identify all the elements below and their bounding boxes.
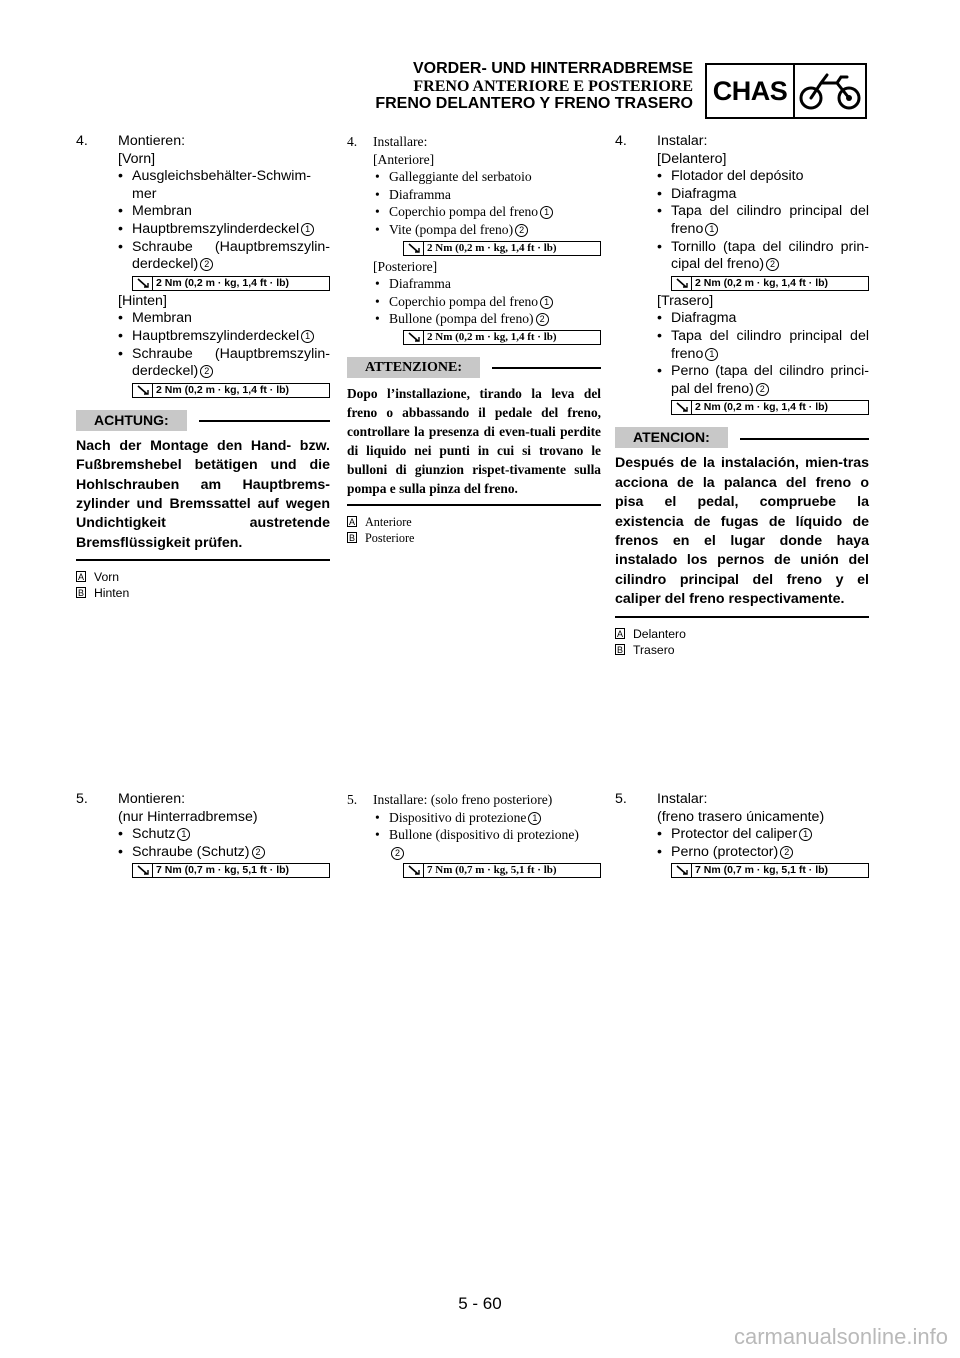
motorcycle-icon xyxy=(795,65,865,117)
torque-spec xyxy=(671,863,869,878)
list-item: • Dispositivo di protezione 1 xyxy=(375,809,601,827)
step-heading xyxy=(76,133,330,151)
callout-2: 2 xyxy=(252,846,265,859)
header-title-es: FRENO DELANTERO Y FRENO TRASERO xyxy=(375,95,693,112)
legend-b: Trasero xyxy=(633,642,675,657)
column-de-step5 xyxy=(76,791,330,880)
step-heading xyxy=(615,133,869,151)
header-title-de: VORDER- UND HINTERRADBREMSE xyxy=(412,60,693,77)
rear-label: [Posteriore] xyxy=(373,258,438,274)
step-number: 4. xyxy=(615,133,627,149)
callout-1: 1 xyxy=(540,296,553,309)
step-number: 4. xyxy=(76,133,88,149)
step-title: Installare: (solo freno posteriore) xyxy=(373,792,553,807)
torque-spec xyxy=(671,400,869,415)
callout-2: 2 xyxy=(766,258,779,271)
torque-value: 2 Nm (0,2 m · kg, 1,4 ft · lb) xyxy=(156,383,290,396)
callout-2: 2 xyxy=(515,224,528,237)
callout-2: 2 xyxy=(391,847,404,860)
caution-label: ATTENZIONE: xyxy=(347,357,480,378)
step-title: Installare: xyxy=(373,134,428,149)
list-item: • Diaframma xyxy=(375,276,451,292)
list-item: • Protector del caliper 1 xyxy=(657,826,869,844)
wrench-icon xyxy=(404,242,424,255)
rear-label: [Trasero] xyxy=(657,292,714,309)
legend-b: Hinten xyxy=(94,586,130,601)
callout-1: 1 xyxy=(540,206,553,219)
list-item: • Diafragma xyxy=(657,185,737,202)
caution-label: ACHTUNG: xyxy=(76,410,187,431)
list-item: • Membran xyxy=(118,310,192,327)
list-item: • Schraube (Schutz) 2 xyxy=(118,844,330,862)
torque-value: 7 Nm (0,7 m · kg, 5,1 ft · lb) xyxy=(427,864,557,877)
callout-2: 2 xyxy=(200,365,213,378)
list-item: • Hauptbremszylinderdeckel 1 xyxy=(118,328,330,346)
legend-a: Delantero xyxy=(633,626,686,641)
list-item: • Galleggiante del serbatoio xyxy=(375,169,532,185)
callout-1: 1 xyxy=(301,330,314,343)
callout-2: 2 xyxy=(536,313,549,326)
caution-box xyxy=(347,357,601,506)
callout-1: 1 xyxy=(301,223,314,236)
callout-2: 2 xyxy=(200,258,213,271)
rear-label: [Hinten] xyxy=(118,292,167,309)
callout-2: 2 xyxy=(780,846,793,859)
step-subtitle: (nur Hinterradbremse) xyxy=(118,808,258,825)
front-label: [Anteriore] xyxy=(373,151,435,167)
list-item: • Perno (protector) 2 xyxy=(657,844,869,862)
torque-spec xyxy=(403,863,601,878)
list-item: • Flotador del depósito xyxy=(657,168,804,185)
torque-spec xyxy=(132,863,330,878)
torque-value: 2 Nm (0,2 m · kg, 1,4 ft · lb) xyxy=(695,276,829,289)
step-number: 5. xyxy=(615,791,627,807)
list-item: • Tornillo (tapa del cilindro prin-cipal del freno) 2 xyxy=(657,238,869,273)
list-item: • Bullone (pompa del freno) 2 xyxy=(375,310,601,328)
front-label: [Vorn] xyxy=(118,150,156,167)
step-number: 5. xyxy=(76,791,88,807)
callout-2: 2 xyxy=(756,383,769,396)
wrench-icon xyxy=(672,401,692,414)
wrench-icon xyxy=(133,864,153,877)
caution-label: ATENCION: xyxy=(615,427,728,448)
wrench-icon xyxy=(672,277,692,290)
column-es-step5 xyxy=(615,791,869,880)
list-item: • Diafragma xyxy=(657,310,737,327)
list-item: • Tapa del cilindro principal del freno 1 xyxy=(657,327,869,362)
torque-value: 2 Nm (0,2 m · kg, 1,4 ft · lb) xyxy=(695,401,829,414)
list-item: • Ausgleichsbehälter-Schwim-mer xyxy=(118,168,311,202)
section-label: CHAS xyxy=(707,65,795,117)
torque-spec xyxy=(671,276,869,291)
caution-text: Después de la instalación, mien-tras acciona de la palanca del freno o pisa el pedal, compruebe la existencia de fugas de líquido de frenos en el lugar donde haya instalado los pernos de unión del cilindro principal del freno y el caliper del freno respectivamente. xyxy=(615,454,869,617)
step-title: Instalar: xyxy=(657,133,708,149)
torque-value: 2 Nm (0,2 m · kg, 1,4 ft · lb) xyxy=(427,241,557,254)
torque-value: 2 Nm (0,2 m · kg, 1,4 ft · lb) xyxy=(427,330,557,343)
wrench-icon xyxy=(672,864,692,877)
header-title-it: FRENO ANTERIORE E POSTERIORE xyxy=(413,78,693,95)
page-number: 5 - 60 xyxy=(458,1294,502,1313)
list-item: • Membran xyxy=(118,203,192,220)
list-item: • Tapa del cilindro principal del freno 1 xyxy=(657,203,869,237)
step-heading xyxy=(615,791,869,809)
caution-box xyxy=(615,427,869,617)
section-badge xyxy=(705,63,867,119)
list-item: • Perno (tapa del cilindro princi-pal del freno) 2 xyxy=(657,363,869,397)
column-it-step5 xyxy=(347,791,601,880)
legend: A Vorn B Hinten xyxy=(77,570,130,601)
torque-value: 2 Nm (0,2 m · kg, 1,4 ft · lb) xyxy=(156,276,290,289)
list-item: • Schraube (Hauptbremszylin-derdeckel) 2 xyxy=(118,345,330,380)
step-number: 5. xyxy=(347,792,358,807)
list-item: • Diaframma xyxy=(375,186,451,202)
front-label: [Delantero] xyxy=(657,150,727,167)
callout-1: 1 xyxy=(177,828,190,841)
list-item: • Schutz 1 xyxy=(118,826,330,844)
wrench-icon xyxy=(404,864,424,877)
caution-text: Dopo l’installazione, tirando la leva del freno o abbassando il pedale del freno, controllare la presenza di even-tuali perdite di liquido nei punti in cui si trovano le bulloni di giunzion rispet-tivamente sulla pompa e sulla pinza del freno. xyxy=(347,384,601,506)
torque-value: 7 Nm (0,7 m · kg, 5,1 ft · lb) xyxy=(695,864,829,877)
column-it-step4 xyxy=(347,133,601,546)
step-title: Montieren: xyxy=(118,133,186,149)
wrench-icon xyxy=(133,384,153,397)
step-number: 4. xyxy=(347,134,358,149)
step-subtitle: (freno trasero únicamente) xyxy=(657,808,825,825)
step-heading xyxy=(76,791,330,809)
list-item: • Hauptbremszylinderdeckel 1 xyxy=(118,221,330,239)
list-item: • Coperchio pompa del freno 1 xyxy=(375,293,601,311)
watermark: carmanualsonline.info xyxy=(733,1324,948,1349)
caution-box xyxy=(76,410,330,561)
legend-a: Vorn xyxy=(94,570,120,585)
step-title: Montieren: xyxy=(118,791,186,807)
callout-1: 1 xyxy=(705,223,718,236)
torque-value: 7 Nm (0,7 m · kg, 5,1 ft · lb) xyxy=(156,864,290,877)
callout-1: 1 xyxy=(705,348,718,361)
list-item: • Coperchio pompa del freno 1 xyxy=(375,203,601,221)
step-heading xyxy=(347,133,601,151)
step-heading xyxy=(347,791,601,809)
legend-a: Anteriore xyxy=(365,514,412,529)
page-header-titles xyxy=(375,60,693,113)
legend: A Delantero B Trasero xyxy=(616,626,686,657)
list-item: • Bullone (dispositivo di protezione)2 xyxy=(375,827,579,858)
callout-1: 1 xyxy=(799,828,812,841)
list-item: • Schraube (Hauptbremszylin-derdeckel) 2 xyxy=(118,238,330,273)
torque-spec xyxy=(403,330,601,345)
callout-1: 1 xyxy=(528,812,541,825)
caution-text: Nach der Montage den Hand- bzw. Fußbremshebel betätigen und die Hohlschrauben am Hauptbrems-zylinder und Bremssattel auf wegen Undichtigkeit austretende Bremsflüssigkeit prüfen. xyxy=(76,437,330,561)
column-de-step4 xyxy=(76,133,330,601)
wrench-icon xyxy=(404,331,424,344)
step-title: Instalar: xyxy=(657,791,708,807)
torque-spec xyxy=(132,276,330,291)
list-item: • Vite (pompa del freno) 2 xyxy=(375,221,601,239)
column-es-step4 xyxy=(615,133,869,658)
legend-b: Posteriore xyxy=(365,530,415,545)
torque-spec xyxy=(132,383,330,398)
torque-spec xyxy=(403,241,601,256)
legend: A Anteriore B Posteriore xyxy=(348,514,415,545)
wrench-icon xyxy=(133,277,153,290)
